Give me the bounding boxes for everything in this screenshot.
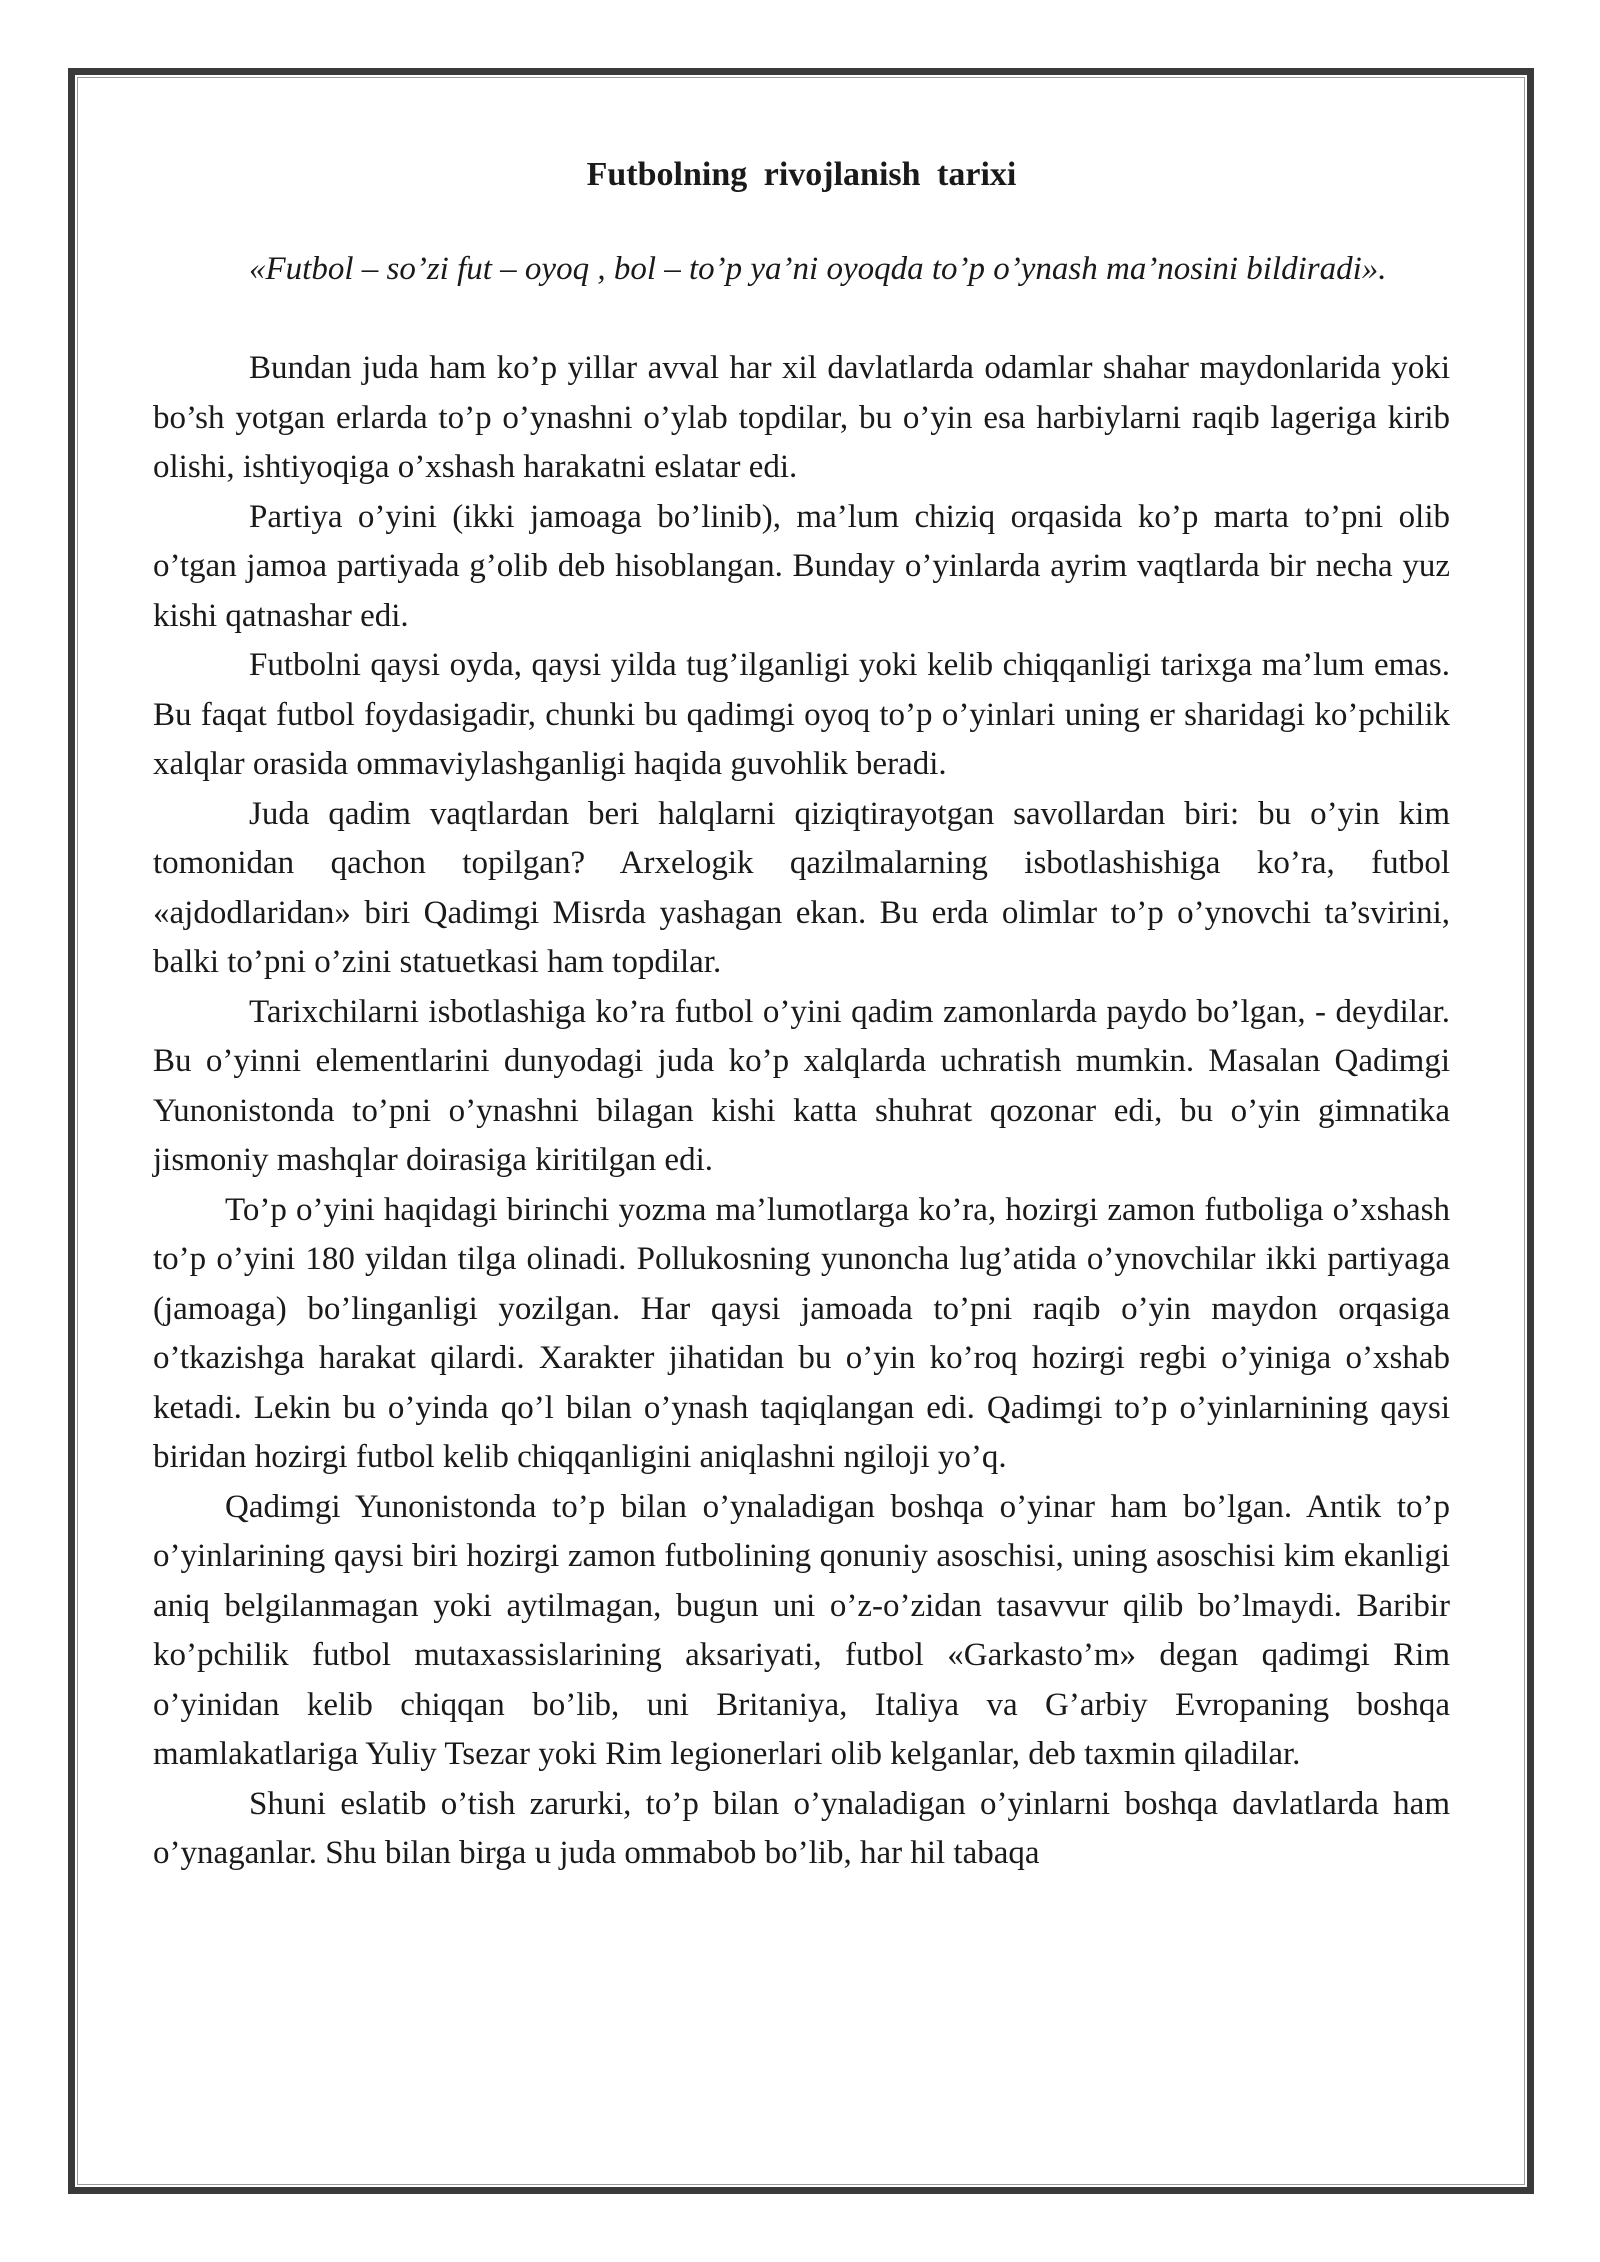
paragraph-5: Tarixchilarni isbotlashiga ko’ra futbol o’yini qadim zamonlarda paydo bo’lgan, - deydilar. Bu o’yinni elementlarini dunyodagi juda ko’p xalqlarda uchratish mumkin. Masalan Qadimgi Yunonistonda to’pni o’ynashni bilagan kishi katta shuhrat qozonar edi, bu o’yin gimnatika jismoniy mashqlar doirasiga kiritilgan edi.: [153, 993, 1450, 1178]
paragraph-8: Shuni eslatib o’tish zarurki, to’p bilan o’ynaladigan o’yinlarni boshqa davlatlarda ham o’ynaganlar. Shu bilan birga u juda ommabob bo’lib, har hil tabaqa: [153, 1785, 1450, 1871]
paragraph-4: Juda qadim vaqtlardan beri halqlarni qiziqtirayotgan savollardan biri: bu o’yin kim tomonidan qachon topilgan? Arxelogik qazilmalarning isbotlashishiga ko’ra, futbol «ajdodlaridan» biri Qadimgi Misrda yashagan ekan. Bu erda olimlar to’p o’ynovchi ta’svirini, balki to’pni o’zini statuetkasi ham topdilar.: [153, 795, 1450, 980]
paragraph-3: Futbolni qaysi oyda, qaysi yilda tug’ilganligi yoki kelib chiqqanligi tarixga ma’lum emas. Bu faqat futbol foydasigadir, chunki bu qadimgi oyoq to’p o’yinlari uning er sharidagi ko’pchilik xalqlar orasida ommaviylashganligi haqida guvohlik beradi.: [153, 647, 1450, 782]
document-title: Futbolning rivojlanish tarixi: [586, 156, 1017, 193]
epigraph: «Futbol – so’zi fut – oyoq , bol – to’p ya’ni oyoqda to’p o’ynash ma’nosini bildiradi».: [249, 251, 1387, 287]
paragraph-1: Bundan juda ham ko’p yillar avval har xil davlatlarda odamlar shahar maydonlarida yoki bo’sh yotgan erlarda to’p o’ynashni o’ylab topdilar, bu o’yin esa harbiylarni raqib lageriga kirib olishi, ishtiyoqiga o’xshash harakatni eslatar edi.: [153, 350, 1450, 485]
document-body: [153, 150, 1450, 1879]
paragraph-6: To’p o’yini haqidagi birinchi yozma ma’lumotlarga ko’ra, hozirgi zamon futboliga o’xshash to’p o’yini 180 yildan tilga olinadi. Pollukosning yunoncha lug’atida o’ynovchilar ikki partiyaga (jamoaga) bo’linganligi yozilgan. Har qaysi jamoada to’pni raqib o’yin maydon orqasiga o’tkazishga harakat qilardi. Xarakter jihatidan bu o’yin ko’roq hozirgi regbi o’yiniga o’xshab ketadi. Lekin bu o’yinda qo’l bilan o’ynash taqiqlangan edi. Qadimgi to’p o’yinlarnining qaysi biridan hozirgi futbol kelib chiqqanligini aniqlashni ngiloji yo’q.: [153, 1191, 1450, 1475]
paragraph-7: Qadimgi Yunonistonda to’p bilan o’ynaladigan boshqa o’yinar ham bo’lgan. Antik to’p o’yinlarining qaysi biri hozirgi zamon futbolining qonuniy asoschisi, uning asoschisi kim ekanligi aniq belgilanmagan yoki aytilmagan, bugun uni o’z-o’zidan tasavvur qilib bo’lmaydi. Baribir ko’pchilik futbol mutaxassislarining aksariyati, futbol «Garkasto’m» degan qadimgi Rim o’yinidan kelib chiqqan bo’lib, uni Britaniya, Italiya va G’arbiy Evropaning boshqa mamlakatlariga Yuliy Tsezar yoki Rim legionerlari olib kelganlar, deb taxmin qiladilar.: [153, 1488, 1450, 1772]
paragraph-2: Partiya o’yini (ikki jamoaga bo’linib), ma’lum chiziq orqasida ko’p marta to’pni olib o’tgan jamoa partiyada g’olib deb hisoblangan. Bunday o’yinlarda ayrim vaqtlarda bir necha yuz kishi qatnashar edi.: [153, 498, 1450, 634]
